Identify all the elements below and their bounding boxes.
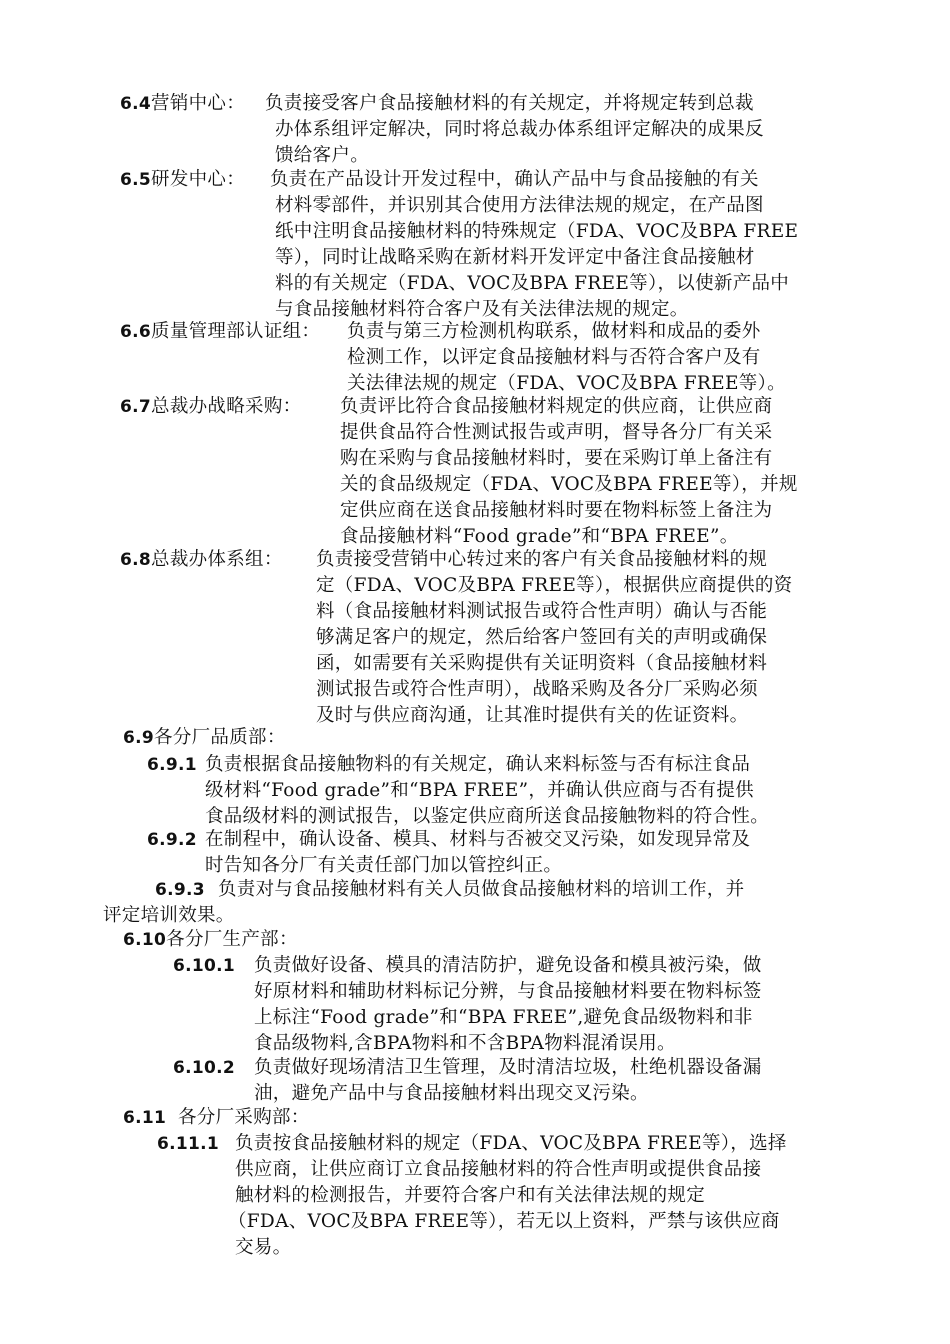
text-line: 纸中注明食品接触材料的特殊规定（FDA、VOC及BPA FREE [275,221,799,242]
section-label: 各分厂采购部： [178,1107,310,1128]
section-label: 各分厂生产部： [166,929,298,950]
text-line: 购在采购与食品接触材料时，要在采购订单上备注有 [340,448,773,469]
text-line: 检测工作，以评定食品接触材料与否符合客户及有 [347,347,761,368]
text-line: 供应商，让供应商订立食品接触材料的符合性声明或提供食品接 [235,1159,762,1180]
section-number: 6.9.3 [155,880,205,900]
text-line: 负责在产品设计开发过程中，确认产品中与食品接触的有关 [270,169,759,190]
text-line: 好原材料和辅助材料标记分辨，与食品接触材料要在物料标签 [254,981,762,1002]
section-number: 6.7 [120,397,152,417]
text-line: 与食品接触材料符合客户及有关法律法规的规定。 [275,299,689,320]
text-line: 交易。 [235,1237,292,1258]
text-line: 办体系组评定解决，同时将总裁办体系组评定解决的成果反 [275,119,764,140]
text-line: 时告知各分厂有关责任部门加以管控纠正。 [205,855,563,876]
text-line: 关的食品级规定（FDA、VOC及BPA FREE等），并规 [340,474,798,495]
text-line: 食品级材料的测试报告，以鉴定供应商所送食品接触物料的符合性。 [205,806,770,827]
section-number: 6.6 [120,322,152,342]
text-line: 定供应商在送食品接触材料时要在物料标签上备注为 [340,500,773,521]
section-number: 6.4 [120,94,152,114]
section-label: 总裁办体系组： [151,549,283,570]
text-line: 负责按食品接触材料的规定（FDA、VOC及BPA FREE等），选择 [235,1133,787,1154]
section-label: 各分厂品质部： [154,727,286,748]
section-label: 总裁办战略采购： [151,396,302,417]
text-line: 测试报告或符合性声明），战略采购及各分厂采购必须 [316,679,758,700]
text-line: 负责做好现场清洁卫生管理，及时清洁垃圾，杜绝机器设备漏 [254,1057,762,1078]
section-number: 6.5 [120,170,152,190]
section-number: 6.10 [123,930,167,950]
text-line: 提供食品符合性测试报告或声明，督导各分厂有关采 [340,422,773,443]
section-number: 6.9.2 [147,830,197,850]
text-line: 级材料“Food grade”和“BPA FREE”，并确认供应商与否有提供 [205,780,754,801]
text-line: 负责对与食品接触材料有关人员做食品接触材料的培训工作，并 [218,879,745,900]
text-line: 在制程中，确认设备、模具、材料与否被交叉污染，如发现异常及 [205,829,751,850]
text-line: 定（FDA、VOC及BPA FREE等），根据供应商提供的资 [316,575,793,596]
text-line: 馈给客户。 [275,145,370,166]
text-line: 油，避免产品中与食品接触材料出现交叉污染。 [254,1083,649,1104]
text-line: 负责接受营销中心转过来的客户有关食品接触材料的规 [316,549,768,570]
section-number: 6.8 [120,550,152,570]
text-line: 料（食品接触材料测试报告或符合性声明）确认与否能 [316,601,768,622]
text-line: 材料零部件，并识别其合使用方法律法规的规定，在产品图 [275,195,764,216]
text-line: 食品级物料,含BPA物料和不含BPA物料混淆误用。 [254,1033,676,1054]
section-label: 研发中心： [151,169,246,190]
text-line: 等），同时让战略采购在新材料开发评定中备注食品接触材 [275,247,755,268]
section-number: 6.10.2 [173,1058,236,1078]
section-number: 6.10.1 [173,956,236,976]
text-line: （FDA、VOC及BPA FREE等），若无以上资料，严禁与该供应商 [228,1211,780,1232]
section-number: 6.11.1 [157,1134,220,1154]
text-line: 触材料的检测报告，并要符合客户和有关法律法规的规定 [235,1185,706,1206]
text-line: 关法律法规的规定（FDA、VOC及BPA FREE等）。 [347,373,786,394]
section-number: 6.9.1 [147,755,197,775]
text-line: 负责评比符合食品接触材料规定的供应商，让供应商 [340,396,773,417]
section-label: 质量管理部认证组： [151,321,321,342]
text-line: 负责做好设备、模具的清洁防护，避免设备和模具被污染，做 [254,955,762,976]
section-number: 6.9 [123,728,155,748]
text-line: 负责与第三方检测机构联系，做材料和成品的委外 [347,321,761,342]
text-line: 及时与供应商沟通，让其准时提供有关的佐证资料。 [316,705,749,726]
section-number: 6.11 [123,1108,167,1128]
text-line: 负责根据食品接触物料的有关规定，确认来料标签与否有标注食品 [205,754,751,775]
text-line: 料的有关规定（FDA、VOC及BPA FREE等），以使新产品中 [275,273,790,294]
text-line: 上标注“Food grade”和“BPA FREE”,避免食品级物料和非 [254,1007,753,1028]
text-line: 食品接触材料“Food grade”和“BPA FREE”。 [340,526,739,547]
text-line: 够满足客户的规定，然后给客户签回有关的声明或确保 [316,627,768,648]
text-line: 评定培训效果。 [103,905,235,926]
text-line: 负责接受客户食品接触材料的有关规定，并将规定转到总裁 [265,93,754,114]
text-line: 函，如需要有关采购提供有关证明资料（食品接触材料 [316,653,768,674]
section-label: 营销中心： [151,93,246,114]
